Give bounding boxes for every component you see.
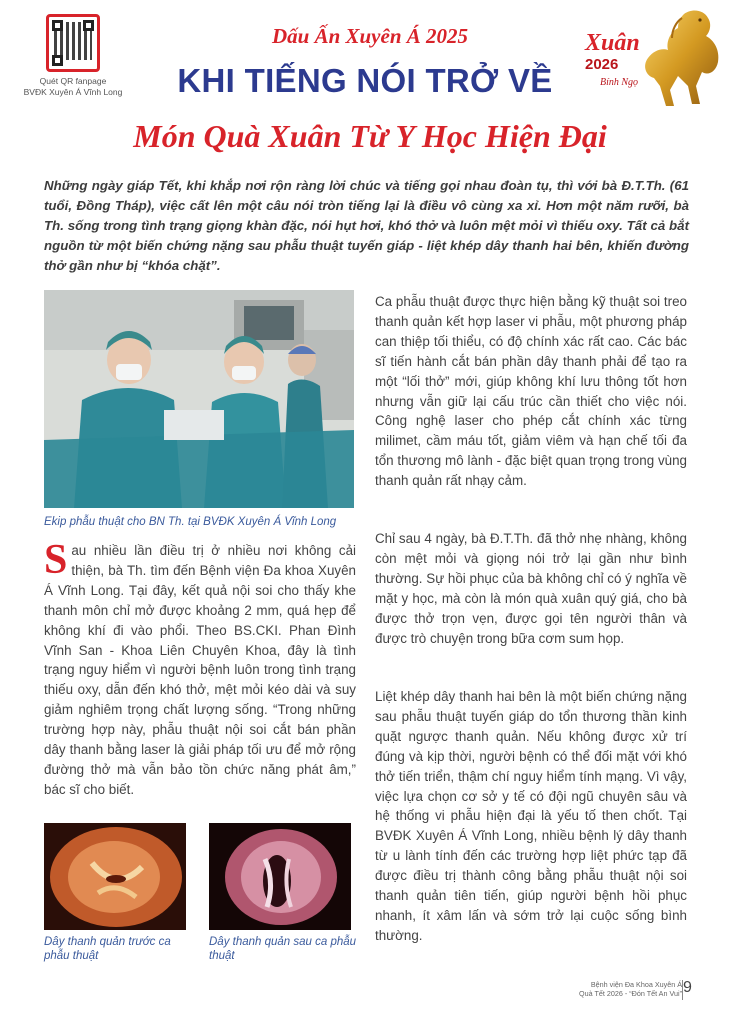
left-column [44,537,356,800]
logo-year: 2026 [585,56,619,73]
footer-text [540,980,682,998]
logo-word: Xuân [585,30,640,56]
intro-paragraph: Những ngày giáp Tết, khi khắp nơi rộn ràng lời chúc và tiếng gọi nhau đoàn tụ, thì với bà Đ.T.Th. (61 tuổi, Đồng Tháp), việc cất lên một câu nói tròn tiếng lại là điều vô cùng xa xỉ. Hơn một năm rưỡi, bà Th. sống trong tình trạng giọng khàn đặc, nói hụt hơi, khó thở và luôn mệt mỏi vì thiếu oxy. Tất cả bắt nguồn từ một biến chứng nặng sau phẫu thuật tuyến giáp - liệt khép dây thanh hai bên, khiến đường thở gần như bị “khóa chặt”. [44,178,689,273]
qr-caption [6,76,140,98]
after-photo-caption: Dây thanh quản sau ca phẫu thuật [209,936,357,962]
before-photo-caption: Dây thanh quản trước ca phẫu thuật [44,936,171,962]
footer-line1: Bệnh viện Đa Khoa Xuyên Á [590,980,682,989]
footer-line2: Quà Tết 2026 - “Đón Tết An Vui” [579,989,682,998]
surgery-photo [44,290,354,508]
qr-finder [52,20,63,31]
drop-cap: S [44,537,68,583]
right-paragraph-3: Liệt khép dây thanh hai bên là một biến chứng nặng sau phẫu thuật tuyến giáp do tổn thương thần kinh quặt ngược thanh quản. Nếu không được xử trí đúng và kịp thời, người bệnh có thể đối mặt với khó thở tiến triển, thậm chí nguy hiểm tính mạng. Vì vậy, việc lựa chọn cơ sở y tế có đội ngũ chuyên sâu và hệ thống vi phẫu hiện đại là yếu tố then chốt. Tại BVĐK Xuyên Á Vĩnh Long, nhiều bệnh lý dây thanh từ u lành tính đến các trường hợp liệt phức tạp đã được điều trị thành công bằng phẫu thuật nội soi thanh quản tiên tiến, giúp người bệnh hồi phục nhanh, ít xâm lấn và sớm trở lại cuộc sống bình thường. [375,689,687,943]
qr-finder [52,55,63,66]
golden-horse-icon [632,6,724,110]
endoscopy-before-photo [44,823,186,930]
right-paragraph-2: Chỉ sau 4 ngày, bà Đ.T.Th. đã thở nhẹ nhàng, không còn mệt mỏi và giọng nói trở lại gần như bình thường. Sự hồi phục của bà không chỉ có ý nghĩa về mặt y học, mà còn là món quà xuân quý giá, cho bà được thở trọn vẹn, được gọi tên người thân và được trò chuyện trong bữa cơm sum họp. [375,531,687,646]
kicker: Dấu Ấn Xuyên Á 2025 [271,24,469,48]
page-number: 9 [683,979,692,996]
qr-code[interactable] [46,14,100,72]
qr-finder [83,20,94,31]
qr-caption-line2: BVĐK Xuyên Á Vĩnh Long [23,87,123,97]
endoscopy-after-photo [209,823,351,930]
page-title: KHI TIẾNG NÓI TRỞ VỀ [177,62,553,99]
left-paragraph: au nhiều lần điều trị ở nhiều nơi không cải thiện, bà Th. tìm đến Bệnh viện Đa khoa Xuyên Á Vĩnh Long. Tại đây, kết quả nội soi cho thấy khe thanh môn chỉ mở được khoảng 2 mm, quá hẹp để không khí đi vào phổi. Theo BS.CKI. Phan Đình Vĩnh San - Khoa Liên Chuyên Khoa, đây là tình trạng nguy hiểm vì người bệnh luôn trong tình trạng thiếu oxy, dẫn đến khó thở, mệt mỏi kéo dài và suy giảm nghiêm trọng chất lượng sống. “Trong những trường hợp này, phẫu thuật nội soi cắt bán phần dây thanh bằng laser là giải pháp tối ưu để mở rộng đường thở mà vẫn bảo tồn chức năng phát âm,” bác sĩ cho biết. [44,543,356,797]
qr-caption-line1: Quét QR fanpage [39,76,107,86]
surgery-photo-caption: Ekip phẫu thuật cho BN Th. tại BVĐK Xuyên Á Vĩnh Long [44,516,337,528]
page-subtitle: Món Quà Xuân Từ Y Học Hiện Đại [133,118,607,154]
right-paragraph-1: Ca phẫu thuật được thực hiện bằng kỹ thuật soi treo thanh quản kết hợp laser vi phẫu, một phương pháp can thiệp tối thiểu, có độ chính xác rất cao. Các bác sĩ tiến hành cắt bán phần dây thanh phải để tạo ra một “lối thở” mới, giúp không khí lưu thông tốt hơn nhưng vẫn giữ lại cấu trúc cần thiết cho việc nói. Công nghệ laser cho phép cắt chính xác từng milimet, cầm máu tốt, giảm viêm và hạn chế tối đa tổn thương mô lành - đặc biệt quan trọng trong vùng thanh quản rất nhạy cảm. [375,294,687,489]
logo-subtitle: Bính Ngọ [600,77,639,88]
